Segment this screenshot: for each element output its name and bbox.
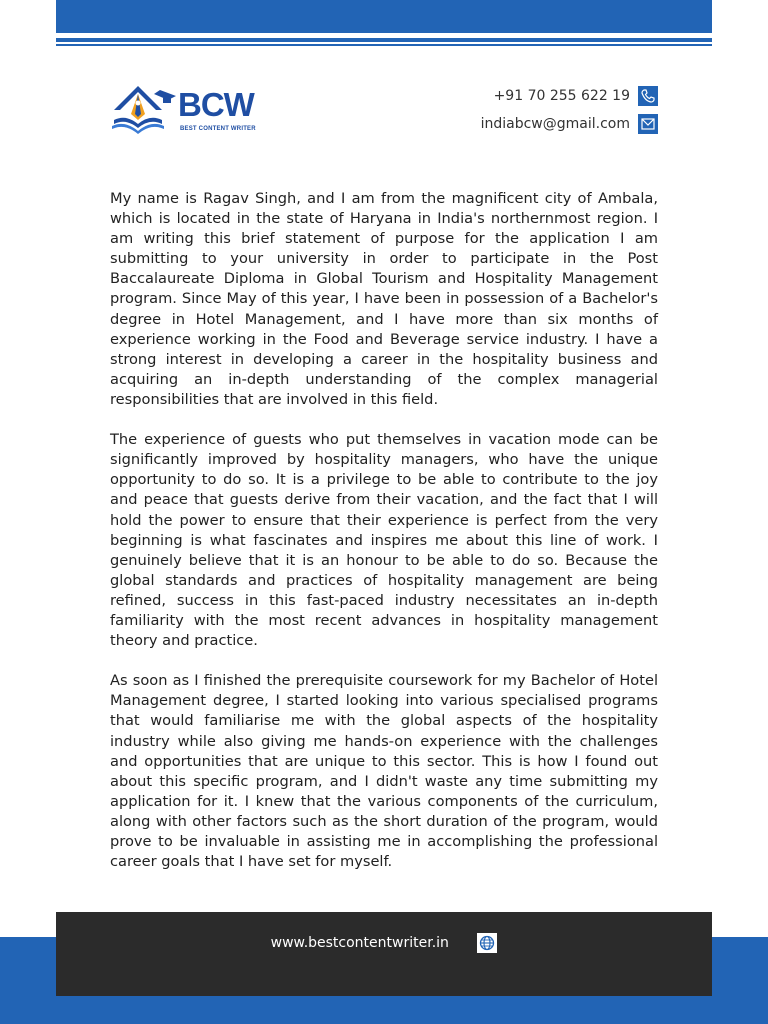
header-rule bbox=[56, 38, 712, 42]
logo-wordmark: BCW bbox=[178, 86, 254, 123]
phone-icon bbox=[638, 86, 658, 106]
statement-body bbox=[110, 189, 658, 892]
pen-book-logo-icon bbox=[110, 84, 176, 140]
mail-icon bbox=[638, 114, 658, 134]
phone-number[interactable]: +91 70 255 622 19 bbox=[493, 88, 630, 104]
email-row bbox=[481, 114, 658, 134]
contact-block bbox=[481, 86, 658, 142]
email-address[interactable]: indiabcw@gmail.com bbox=[480, 116, 630, 132]
globe-icon bbox=[477, 933, 497, 953]
footer bbox=[56, 912, 712, 996]
header-band bbox=[56, 0, 712, 33]
footer-website-row bbox=[56, 933, 712, 953]
paragraph-2: The experience of guests who put themselves in vacation mode can be significantly improved by hospitality managers, who have the unique opportunity to do so. It is a privilege to be able to contribute to the joy and peace that guests derive from their vacation, and the fact that I will hold the power to ensure that their experience is perfect from the very beginning is what fascinates and inspires me about this line of work. I genuinely believe that it is an honour to be able to do so. Because the global standards and practices of hospitality management are being refined, success in this fast-paced industry necessitates an in-depth familiarity with the most recent advances in hospitality management theory and practice. bbox=[110, 431, 658, 650]
bcw-logo bbox=[110, 84, 270, 140]
header-rule-thin bbox=[56, 44, 712, 46]
website-link[interactable]: www.bestcontentwriter.in bbox=[270, 935, 449, 951]
phone-row bbox=[481, 86, 658, 106]
paragraph-1: My name is Ragav Singh, and I am from the magnificent city of Ambala, which is located in the state of Haryana in India's northernmost region. I am writing this brief statement of purpose for the application I am submitting to your university in order to participate in the Post Baccalaureate Diploma in Global Tourism and Hospitality Management program. Since May of this year, I have been in possession of a Bachelor's degree in Hotel Management, and I have more than six months of experience working in the Food and Beverage service industry. I have a strong interest in developing a career in the hospitality business and acquiring an in-depth understanding of the complex managerial responsibilities that are involved in this field. bbox=[110, 190, 658, 408]
paragraph-3: As soon as I finished the prerequisite coursework for my Bachelor of Hotel Management degree, I started looking into various specialised programs that would familiarise me with the global aspects of the hospitality industry while also giving me hands-on experience with the challenges and opportunities that are unique to this sector. This is how I found out about this specific program, and I didn't waste any time submitting my application for it. I knew that the various components of the curriculum, along with other factors such as the short duration of the program, would prove to be invaluable in assisting me in accomplishing the professional career goals that I have set for myself. bbox=[110, 672, 658, 871]
logo-subtitle: BEST CONTENT WRITER bbox=[180, 126, 256, 132]
